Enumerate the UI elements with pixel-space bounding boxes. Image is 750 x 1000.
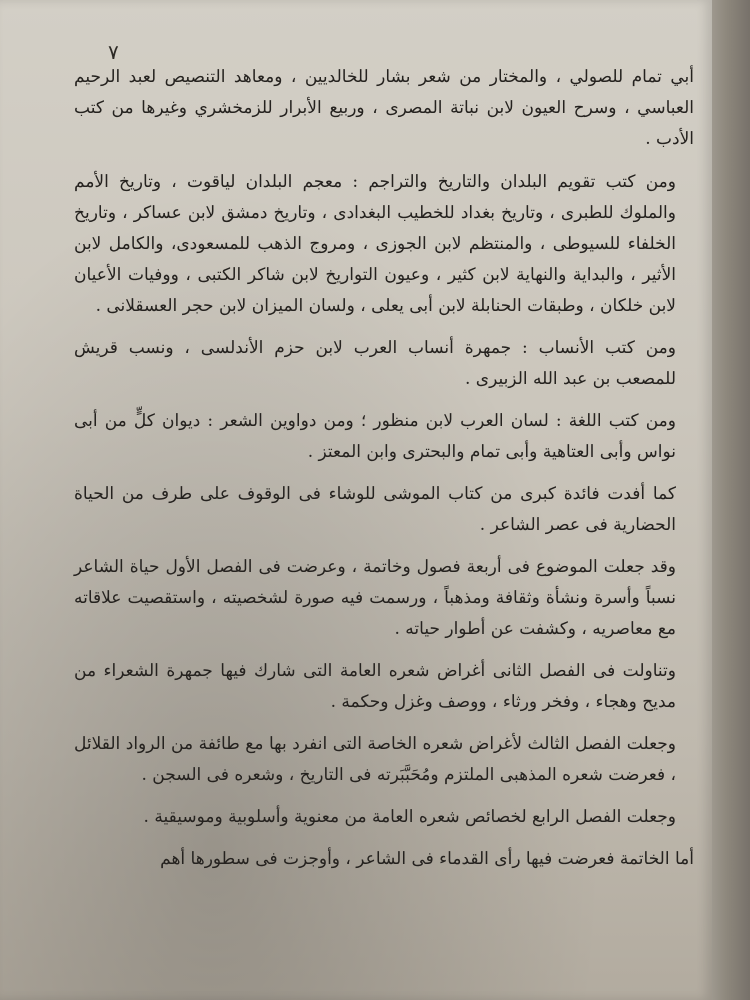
paragraph-3: ومن كتب الأنساب : جمهرة أنساب العرب لابن حزم الأندلسى ، ونسب قريش للمصعب بن عبد الله الزبيرى . xyxy=(74,338,676,389)
paragraph-1: أبي تمام للصولي ، والمختار من شعر بشار للخالديين ، ومعاهد التنصيص لعبد الرحيم العباسي ، وسرح العيون لابن نباتة المصرى ، وربيع الأبرار للزمخشري وغيرها من كتب الأدب . xyxy=(74,67,694,149)
paragraph-7: وتناولت فى الفصل الثانى أغراض شعره العامة التى شارك فيها جمهرة الشعراء من مديح وهجاء ، وفخر ورثاء ، ووصف وغزل وحكمة . xyxy=(74,661,676,712)
paragraph-2: ومن كتب تقويم البلدان والتاريخ والتراجم : معجم البلدان لياقوت ، وتاريخ الأمم والملوك للطبرى ، وتاريخ بغداد للخطيب البغدادى ، وتاريخ دمشق لابن عساكر ، وتاريخ الخلفاء للسيوطى ، والمنتظم لابن الجوزى ، ومروج الذهب للمسعودى، والكامل لابن الأثير ، والبداية والنهاية لابن كثير ، وعيون التواريخ لابن شاكر الكتبى ، ووفيات الأعيان لابن خلكان ، وطبقات الحنابلة لابن أبى يعلى ، ولسان الميزان لابن حجر العسقلانى . xyxy=(74,172,676,316)
paragraph-5: كما أفدت فائدة كبرى من كتاب الموشى للوشاء فى الوقوف على طرف من الحياة الحضارية فى عصر الشاعر . xyxy=(74,484,676,535)
page-text xyxy=(74,62,694,886)
page-number: ٧ xyxy=(108,40,119,64)
adjacent-page-edge xyxy=(708,0,750,1000)
paragraph-4: ومن كتب اللغة : لسان العرب لابن منظور ؛ ومن دواوين الشعر : ديوان كلٍّ من أبى نواس وأبى العتاهية وأبى تمام والبحترى وابن المعتز . xyxy=(74,411,676,462)
paragraph-6: وقد جعلت الموضوع فى أربعة فصول وخاتمة ، وعرضت فى الفصل الأول حياة الشاعر نسباً وأسرة ونشأة وثقافة ومذهباً ، ورسمت فيه صورة لشخصيته ، واستقصيت علاقاته مع معاصريه ، وكشفت عن أطوار حياته . xyxy=(74,557,676,639)
paragraph-9: وجعلت الفصل الرابع لخصائص شعره العامة من معنوية وأسلوبية وموسيقية . xyxy=(143,807,676,827)
paragraph-8: وجعلت الفصل الثالث لأغراض شعره الخاصة التى انفرد بها مع طائفة من الرواد القلائل ، فعرضت شعره المذهبى الملتزم ومُحَبَّبَرته فى التاريخ ، وشعره فى السجن . xyxy=(74,734,676,785)
paragraph-10: أما الخاتمة فعرضت فيها رأى القدماء فى الشاعر ، وأوجزت فى سطورها أهم xyxy=(160,849,694,869)
